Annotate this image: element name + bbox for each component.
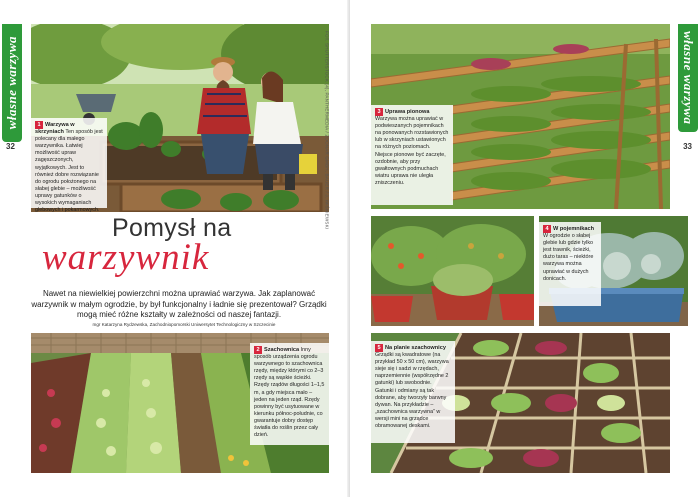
caption-5 <box>371 341 455 443</box>
caption-text: Grządki są kwadratowe (na przykład 50 x 50 cm), warzywa sieje się i sadzi w rzędach, naprzemiennie (współrzędne 2 gatunki) lub swobodnie. Gatunki i odmiany są tak dobrane, aby tworzyły barwny dywan. Na przykładzie – „szachownica warzywna” w wersji mini na grządce obramowanej deskami. <box>375 352 449 430</box>
caption-number: 1 <box>35 121 43 129</box>
right-page <box>350 0 700 497</box>
section-tab-left <box>2 24 22 142</box>
section-tab-right <box>678 24 698 132</box>
section-tab-label: własne warzywa <box>4 36 19 130</box>
caption-title: W pojemnikach <box>553 226 595 232</box>
section-tab-label: własne warzywa <box>681 31 696 125</box>
headline-line-2: warzywnik <box>42 237 210 278</box>
caption-1 <box>31 118 107 214</box>
caption-2 <box>250 343 330 445</box>
caption-text: Inny sposób urządzenia ogrodu warzywnego to szachownica rzędy, między którymi co 2–3 rzędy są wąskie ścieżki. Rzędy rządów długości 1–1,5 m, a gdy miejsca mało – jeden na jeden rząd. Rzędy powinny być usytuowane w kierunku północ-południe, co gwarantuje dobry dostęp światła do roślin przez cały dzień. <box>254 347 325 439</box>
caption-text: Warzywa można uprawiać w podwieszanych pojemnikach na ponowanych rozstawionych lub w skrzyniach ustawionych na różnych poziomach. Niejsce pionowe być zaczęte, ozdobnie, aby przy gwałtownych podmuchach wiatru uprawa nie uległa zniszczeniu. <box>375 116 449 186</box>
photo-pots-left <box>371 216 534 326</box>
lede-paragraph: Nawet na niewielkiej powierzchni można uprawiać warzywa. Jak zaplanować warzywnik w małym ogrodzie, by był funkcjonalny i ładnie się prezentował? Grządki mogą mieć różne kształty w zależności od naszej fantazji. <box>31 289 327 320</box>
photo-pots-left-art <box>371 216 534 326</box>
caption-4 <box>539 222 601 306</box>
caption-number: 4 <box>543 225 551 233</box>
caption-number: 3 <box>375 108 383 116</box>
author-byline: mgr Katarzyna Rydzewska, Zachodniopomorski Uniwersytet Technologiczny w Szczecinie <box>92 322 276 327</box>
caption-title: Szachownica <box>264 347 300 353</box>
page-number-right: 33 <box>683 142 692 151</box>
page-number-left: 32 <box>6 142 15 151</box>
photo-credit <box>322 30 332 230</box>
caption-text: Ten sposób jest polecany dla małego warzywnika. Łatwiej możliwość upraw zagęszczonych, wyjątkowych. Jest to również dobre rozwiązanie do ogrodu położonego na słabej glebie – możliwość uprawy gatunków o wysokich wymaganiach glebowych i pokarmowych. <box>35 129 103 214</box>
caption-text: W ogrodzie o słabej glebie lub gdzie tylko jest trawnik, ścieżki, dużo taras – niektóre warzywa można uprawiać w dużych donicach. <box>543 233 594 282</box>
caption-3 <box>371 105 453 205</box>
caption-title: Uprawa pionowa <box>385 109 430 115</box>
caption-title: Na planie szachownicy <box>385 345 446 351</box>
caption-number: 5 <box>375 344 383 352</box>
caption-number: 2 <box>254 346 262 354</box>
headline-line-1: Pomysł na <box>112 214 232 242</box>
caption-title: Warzywa w skrzyniach <box>35 122 75 136</box>
photo-credit-text: FOT. SHUTTERSTOCK (4), PANTHERMEDIA / ZOONAR GMBH, BAUER / J. WIŚNIEWSKI <box>324 30 330 230</box>
